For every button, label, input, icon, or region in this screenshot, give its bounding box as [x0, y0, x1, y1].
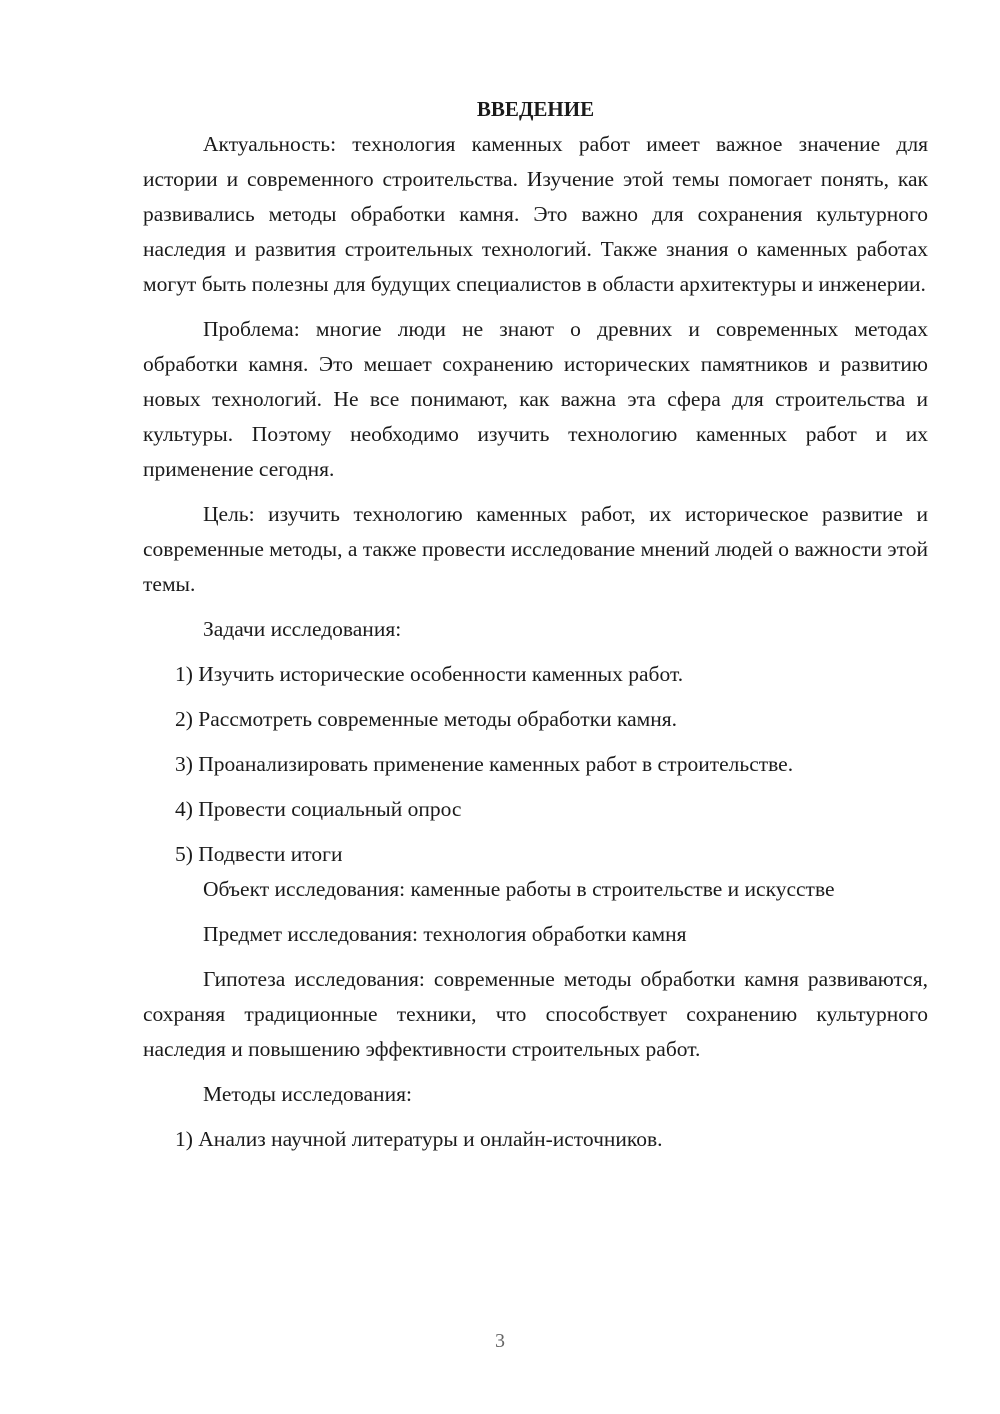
hypothesis-paragraph: Гипотеза исследования: современные методы обработки камня развиваются, сохраняя традиционные техники, что способствует сохранению культурного наследия и повышению эффективности строительных работ.: [143, 967, 928, 1061]
task-item-4: 4) Провести социальный опрос: [175, 797, 462, 821]
relevance-paragraph: Актуальность: технология каменных работ имеет важное значение для истории и современного строительства. Изучение этой темы помогает понять, как развивались методы обработки камня. Это важно для сохранения культурного наследия и развития строительных технологий. Также знания о каменных работах могут быть полезны для будущих специалистов в области архитектуры и инженерии.: [143, 132, 928, 296]
subject-paragraph: Предмет исследования: технология обработки камня: [203, 922, 687, 946]
problem-paragraph: Проблема: многие люди не знают о древних и современных методах обработки камня. Это мешает сохранению исторических памятников и развитию новых технологий. Не все понимают, как важна эта сфера для строительства и культуры. Поэтому необходимо изучить технологию каменных работ и их применение сегодня.: [143, 317, 928, 481]
methods-heading: Методы исследования:: [203, 1082, 412, 1106]
task-item-5: 5) Подвести итоги: [175, 842, 343, 866]
method-item-1: 1) Анализ научной литературы и онлайн-источников.: [175, 1127, 663, 1151]
page-number: 3: [495, 1330, 505, 1352]
task-item-3: 3) Проанализировать применение каменных работ в строительстве.: [175, 752, 794, 776]
document-page: [143, 92, 928, 1157]
task-item-1: 1) Изучить исторические особенности каменных работ.: [175, 662, 684, 686]
task-item-2: 2) Рассмотреть современные методы обработки камня.: [175, 707, 678, 731]
object-paragraph: Объект исследования: каменные работы в строительстве и искусстве: [203, 877, 835, 901]
page-title: ВВЕДЕНИЕ: [476, 97, 595, 121]
goal-paragraph: Цель: изучить технологию каменных работ, их историческое развитие и современные методы, а также провести исследование мнений людей о важности этой темы.: [143, 502, 928, 596]
tasks-heading: Задачи исследования:: [203, 617, 402, 641]
